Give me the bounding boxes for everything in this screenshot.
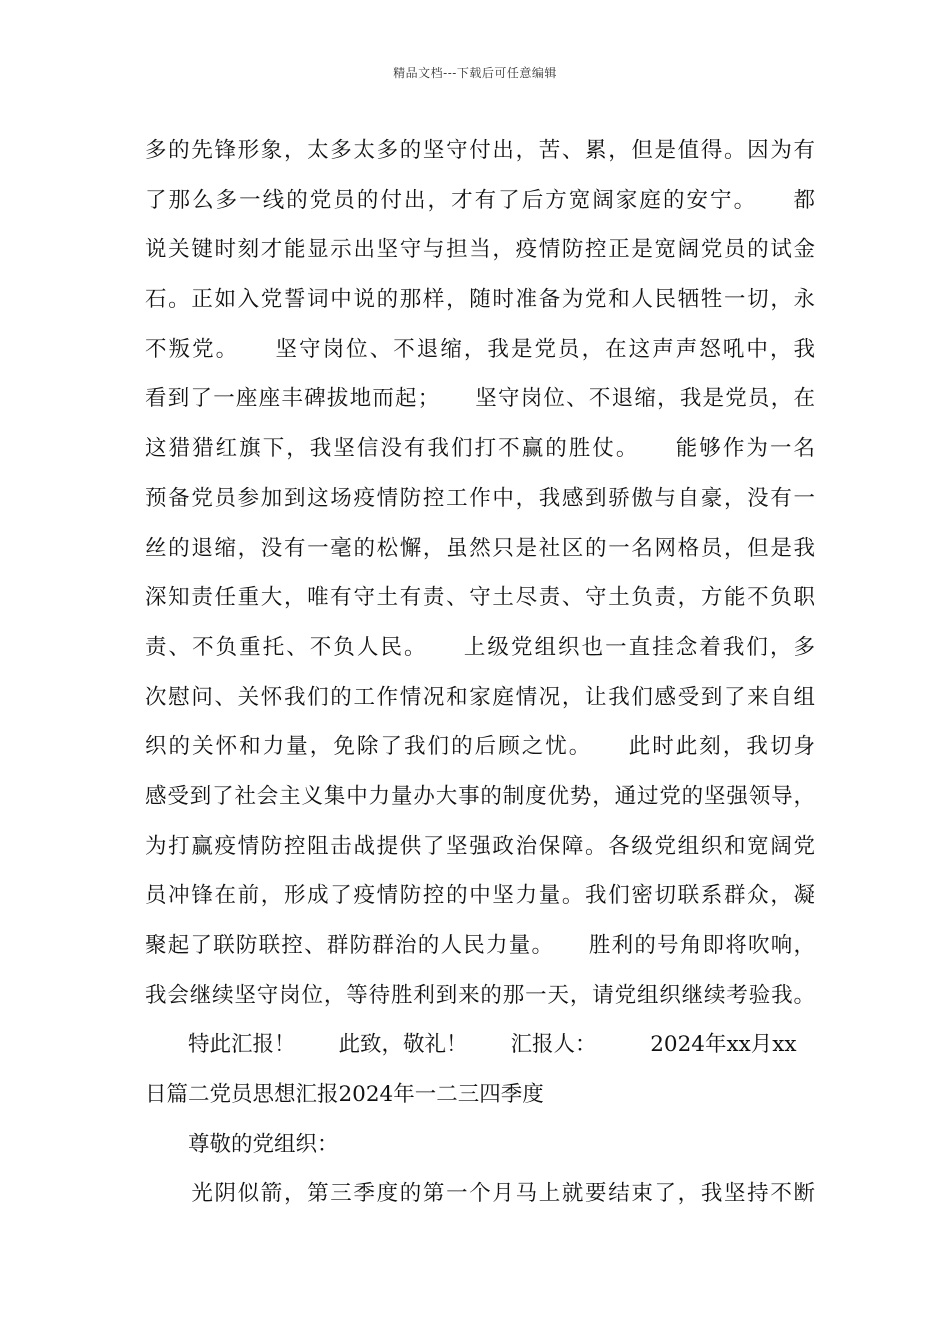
text-line: 责、不负重托、不负人民。 上级党组织也一直挂念着我们，多	[145, 634, 815, 660]
text-line: 日篇二党员思想汇报2024年一二三四季度	[145, 1082, 544, 1108]
document-body	[145, 131, 815, 1224]
text-line: 石。正如入党誓词中说的那样，随时准备为党和人民牺牲一切，永	[145, 287, 815, 313]
text-line: 这猎猎红旗下，我坚信没有我们打不赢的胜仗。 能够作为一名	[145, 436, 815, 462]
text-line: 尊敬的党组织：	[145, 1131, 339, 1157]
text-line: 多的先锋形象，太多太多的坚守付出，苦、累，但是值得。因为有	[145, 138, 815, 163]
text-line: 为打赢疫情防控阻击战提供了坚强政治保障。各级党组织和宽阔党	[145, 833, 815, 859]
text-line: 光阴似箭，第三季度的第一个月马上就要结束了，我坚持不断	[145, 1181, 815, 1207]
text-line: 我会继续坚守岗位，等待胜利到来的那一天，请党组织继续考验我。	[145, 982, 815, 1008]
text-line: 深知责任重大，唯有守土有责、守土尽责、守土负责，方能不负职	[145, 585, 815, 611]
text-line: 说关键时刻才能显示出坚守与担当，疫情防控正是宽阔党员的试金	[145, 237, 815, 263]
text-line: 特此汇报！ 此致，敬礼！ 汇报人： 2024年xx月xx	[145, 1032, 797, 1058]
text-line: 丝的退缩，没有一毫的松懈，虽然只是社区的一名网格员，但是我	[145, 535, 815, 561]
text-line: 员冲锋在前，形成了疫情防控的中坚力量。我们密切联系群众，凝	[145, 883, 815, 909]
text-line: 聚起了联防联控、群防群治的人民力量。 胜利的号角即将吹响，	[145, 933, 815, 958]
text-line: 看到了一座座丰碑拔地而起； 坚守岗位、不退缩，我是党员，在	[145, 386, 815, 412]
text-line: 不叛党。 坚守岗位、不退缩，我是党员，在这声声怒吼中，我	[145, 336, 815, 362]
text-line: 织的关怀和力量，免除了我们的后顾之忧。 此时此刻，我切身	[145, 734, 815, 760]
text-line: 感受到了社会主义集中力量办大事的制度优势，通过党的坚强领导，	[145, 783, 815, 809]
text-line: 次慰问、关怀我们的工作情况和家庭情况，让我们感受到了来自组	[145, 684, 815, 710]
page-header: 精品文档---下载后可任意编辑	[393, 66, 557, 80]
text-line: 了那么多一线的党员的付出，才有了后方宽阔家庭的安宁。 都	[145, 187, 815, 213]
text-line: 预备党员参加到这场疫情防控工作中，我感到骄傲与自豪，没有一	[145, 485, 815, 511]
